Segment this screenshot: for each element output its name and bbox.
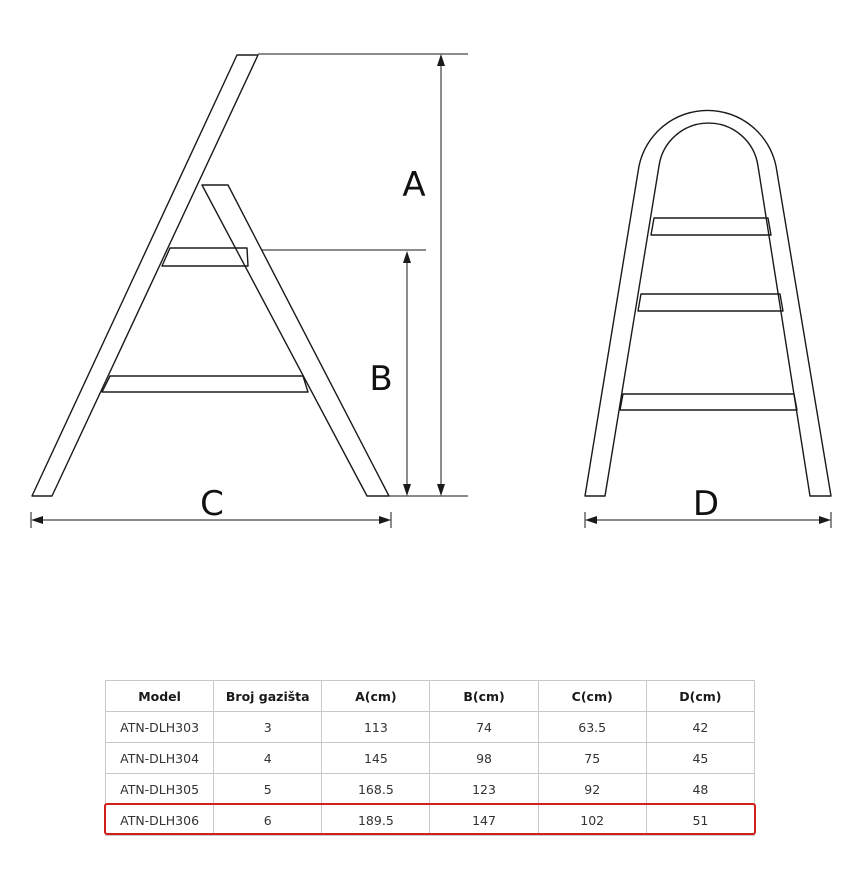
cell-model: ATN-DLH306 bbox=[106, 805, 214, 836]
side-view-step-upper bbox=[162, 248, 248, 266]
side-view-rear-leg bbox=[202, 185, 389, 496]
side-view-step-lower bbox=[102, 376, 308, 392]
cell-c: 102 bbox=[538, 805, 646, 836]
cell-steps: 5 bbox=[214, 774, 322, 805]
cell-d: 42 bbox=[646, 712, 754, 743]
front-view-step-middle bbox=[638, 294, 783, 311]
dim-d-arrow-right bbox=[819, 516, 831, 524]
front-view-frame-outer bbox=[585, 110, 831, 496]
cell-steps: 3 bbox=[214, 712, 322, 743]
cell-a: 168.5 bbox=[322, 774, 430, 805]
cell-a: 145 bbox=[322, 743, 430, 774]
table-row bbox=[106, 774, 755, 805]
table-row bbox=[106, 743, 755, 774]
header-d-cm: D(cm) bbox=[646, 681, 754, 712]
dim-d-label: D bbox=[692, 484, 720, 524]
cell-b: 123 bbox=[430, 774, 538, 805]
header-a-cm: A(cm) bbox=[322, 681, 430, 712]
front-view-step-top bbox=[651, 218, 771, 235]
ladder-spec-table bbox=[105, 680, 755, 836]
cell-b: 98 bbox=[430, 743, 538, 774]
dim-a-arrow-top bbox=[437, 54, 445, 66]
cell-model: ATN-DLH303 bbox=[106, 712, 214, 743]
cell-d: 51 bbox=[646, 805, 754, 836]
header-b-cm: B(cm) bbox=[430, 681, 538, 712]
dim-b-arrow-bottom bbox=[403, 484, 411, 496]
dim-b-label: B bbox=[369, 359, 393, 399]
cell-b: 147 bbox=[430, 805, 538, 836]
dim-a-arrow-bottom bbox=[437, 484, 445, 496]
cell-steps: 6 bbox=[214, 805, 322, 836]
header-c-cm: C(cm) bbox=[538, 681, 646, 712]
cell-b: 74 bbox=[430, 712, 538, 743]
cell-steps: 4 bbox=[214, 743, 322, 774]
front-view-step-bottom bbox=[620, 394, 797, 410]
dim-d-arrow-left bbox=[585, 516, 597, 524]
dim-c-arrow-right bbox=[379, 516, 391, 524]
header-model: Model bbox=[106, 681, 214, 712]
table-row-highlighted bbox=[106, 805, 755, 836]
dim-b-arrow-top bbox=[403, 251, 411, 263]
side-view-front-leg bbox=[32, 55, 258, 496]
dim-c-arrow-left bbox=[31, 516, 43, 524]
cell-model: ATN-DLH305 bbox=[106, 774, 214, 805]
cell-d: 45 bbox=[646, 743, 754, 774]
cell-a: 189.5 bbox=[322, 805, 430, 836]
table-row bbox=[106, 712, 755, 743]
cell-c: 75 bbox=[538, 743, 646, 774]
header-broj-gazista: Broj gazišta bbox=[214, 681, 322, 712]
table-header-row bbox=[106, 681, 755, 712]
cell-c: 92 bbox=[538, 774, 646, 805]
dim-a-label: A bbox=[402, 165, 426, 205]
cell-d: 48 bbox=[646, 774, 754, 805]
cell-c: 63.5 bbox=[538, 712, 646, 743]
dim-c-label: C bbox=[200, 484, 224, 524]
cell-a: 113 bbox=[322, 712, 430, 743]
cell-model: ATN-DLH304 bbox=[106, 743, 214, 774]
